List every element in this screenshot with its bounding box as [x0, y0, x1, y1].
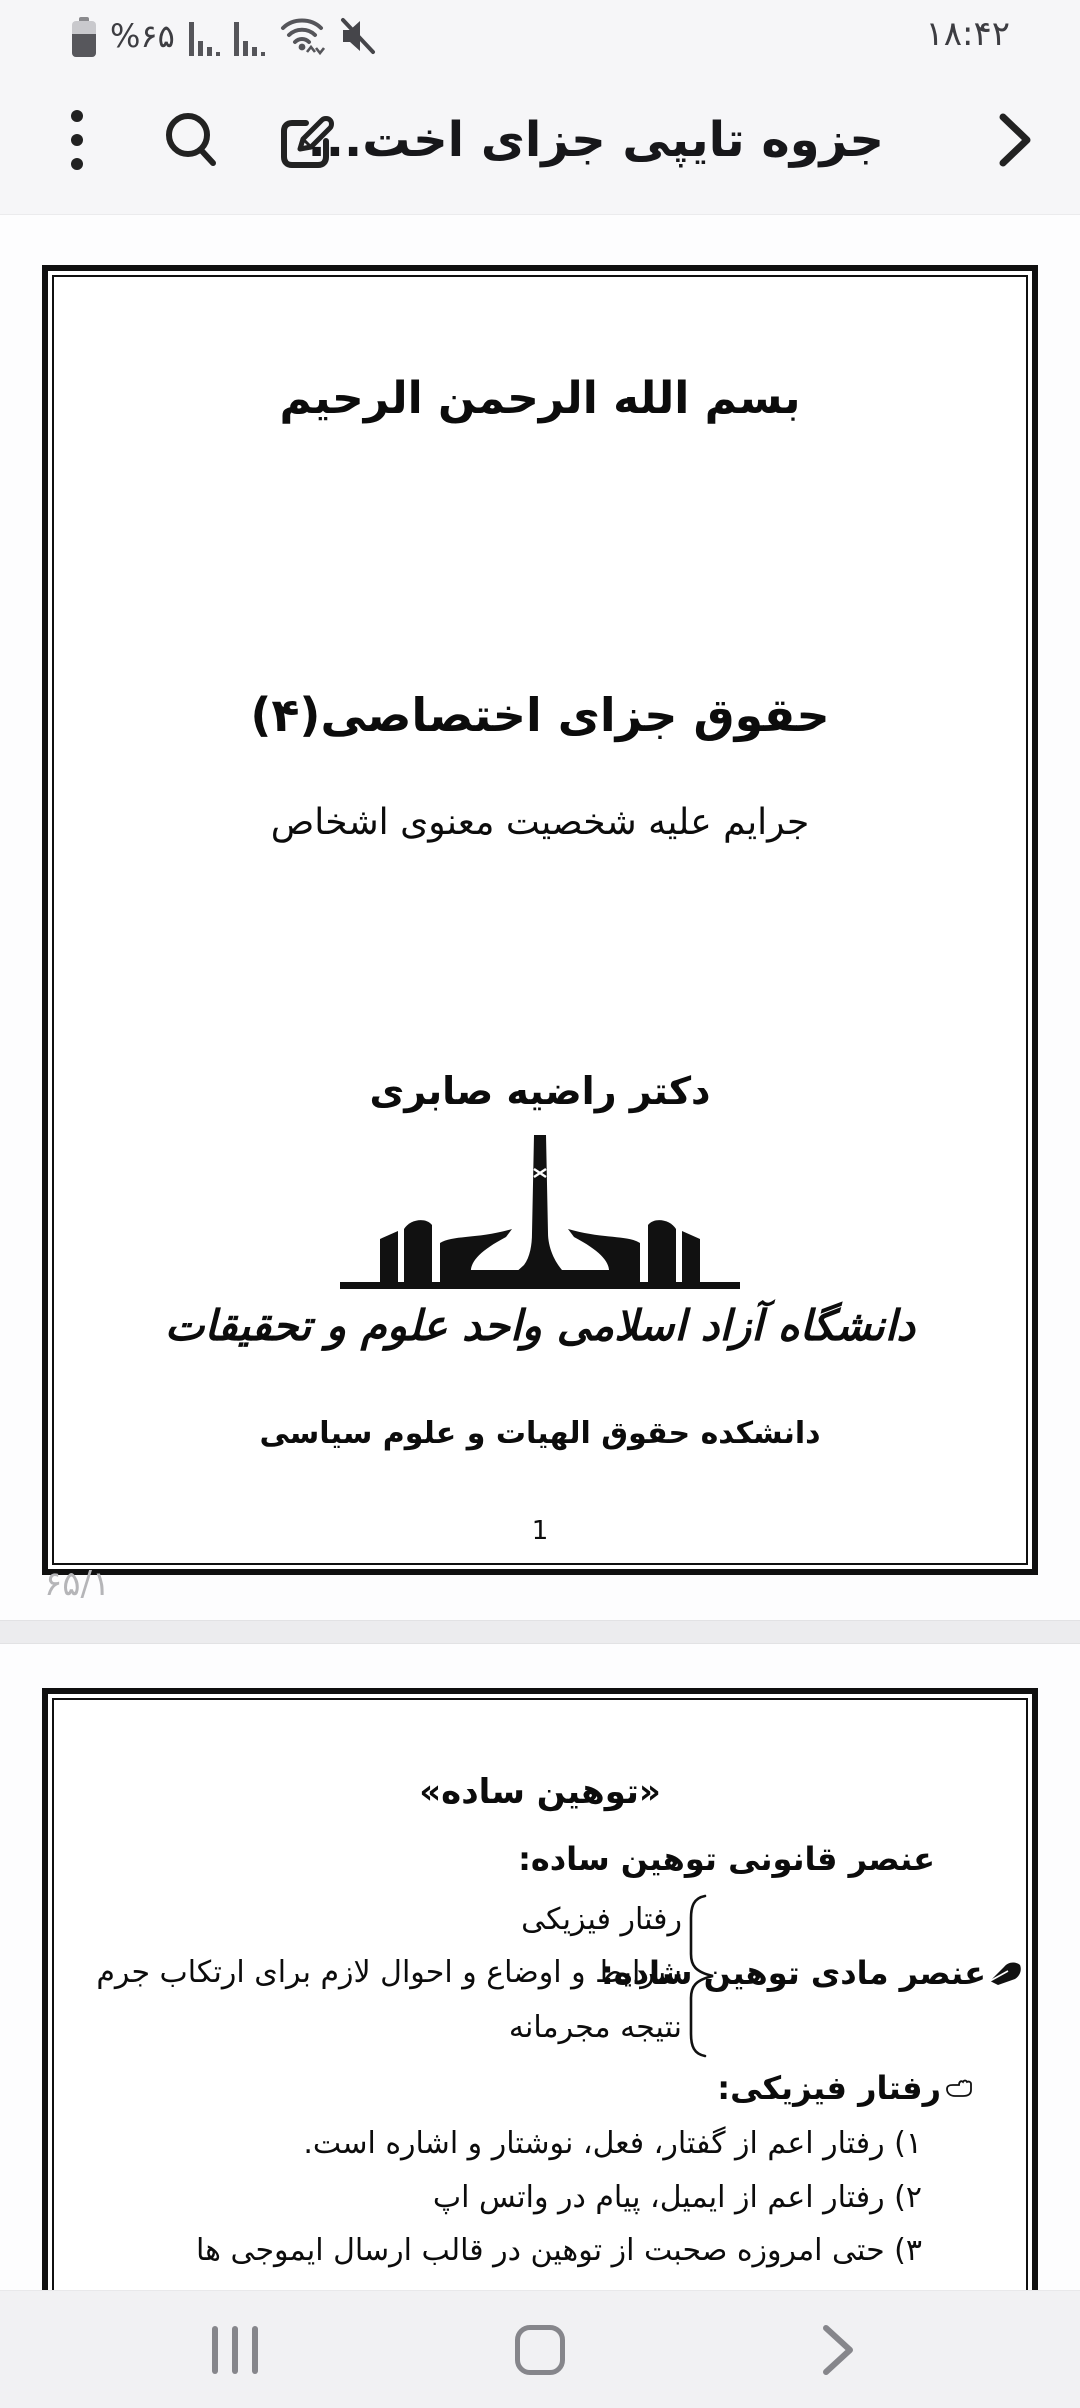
mute-icon: [339, 17, 379, 59]
sim2-signal-icon: [234, 16, 265, 56]
course-subtitle: جرایم علیه شخصیت معنوی اشخاص: [270, 802, 810, 843]
system-nav-bar: [0, 2290, 1080, 2408]
brace-item: شرایط و اوضاع و احوال لازم برای ارتکاب جرم: [96, 1955, 682, 1990]
legal-element-heading: عنصر قانونی توهین ساده:: [518, 1840, 935, 1878]
pdf-page-1[interactable]: [42, 265, 1038, 1575]
brace-item: نتیجه مجرمانه: [508, 2010, 682, 2045]
status-bar: [0, 0, 1080, 66]
sim1-signal-icon: [189, 16, 220, 56]
physical-behavior-row: [717, 2068, 977, 2108]
app-bar: [0, 66, 1080, 214]
page-separator: [0, 1620, 1080, 1644]
bismillah-line: بسم الله الرحمن الرحیم: [279, 373, 801, 424]
battery-percent: %۶۵: [110, 17, 175, 55]
hand-pointer-icon: [945, 2076, 977, 2100]
physical-behavior-heading: رفتار فیزیکی:: [717, 2069, 941, 2107]
faculty-name: دانشکده حقوق الهیات و علوم سیاسی: [259, 1416, 821, 1451]
list-item: ۱) رفتار اعم از گفتار، فعل، نوشتار و اشاره است.: [303, 2126, 922, 2161]
battery-icon: [72, 17, 96, 57]
recents-icon[interactable]: [212, 2326, 258, 2374]
university-logo: [340, 1133, 740, 1291]
list-item: ۲) رفتار اعم از ایمیل، پیام در واتس اپ: [432, 2180, 922, 2215]
search-icon[interactable]: [160, 109, 222, 171]
list-item: ۳) حتی امروزه صحبت از توهین در قالب ارسال ایموجی ها: [195, 2233, 922, 2268]
section-title: «توهین ساده»: [419, 1772, 661, 1812]
brace-item: رفتار فیزیکی: [521, 1902, 682, 1937]
wifi-icon: [279, 14, 325, 60]
back-icon[interactable]: [820, 2322, 856, 2378]
clock: ۱۸:۴۲: [925, 14, 1010, 54]
curly-brace: [684, 1892, 716, 2060]
pdf-viewer[interactable]: [0, 216, 1080, 2408]
home-icon[interactable]: [515, 2325, 565, 2375]
document-title: جزوه تایپی جزای اخت...: [307, 112, 884, 168]
page-position-indicator: ۶۵/۱: [44, 1564, 111, 1604]
university-name-calligraphy: دانشگاه آزاد اسلامی واحد علوم و تحقیقات: [164, 1301, 916, 1350]
back-chevron-icon[interactable]: [995, 109, 1035, 171]
pen-icon: [988, 1959, 1024, 1987]
page-number: 1: [531, 1516, 549, 1546]
overflow-menu-icon[interactable]: [70, 108, 84, 172]
author-name: دکتر راضیه صابری: [369, 1069, 711, 1113]
header: [0, 0, 1080, 215]
course-title: حقوق جزای اختصاصی(۴): [250, 688, 830, 742]
material-element-label: عنصر مادی توهین ساده:: [600, 1954, 986, 1992]
